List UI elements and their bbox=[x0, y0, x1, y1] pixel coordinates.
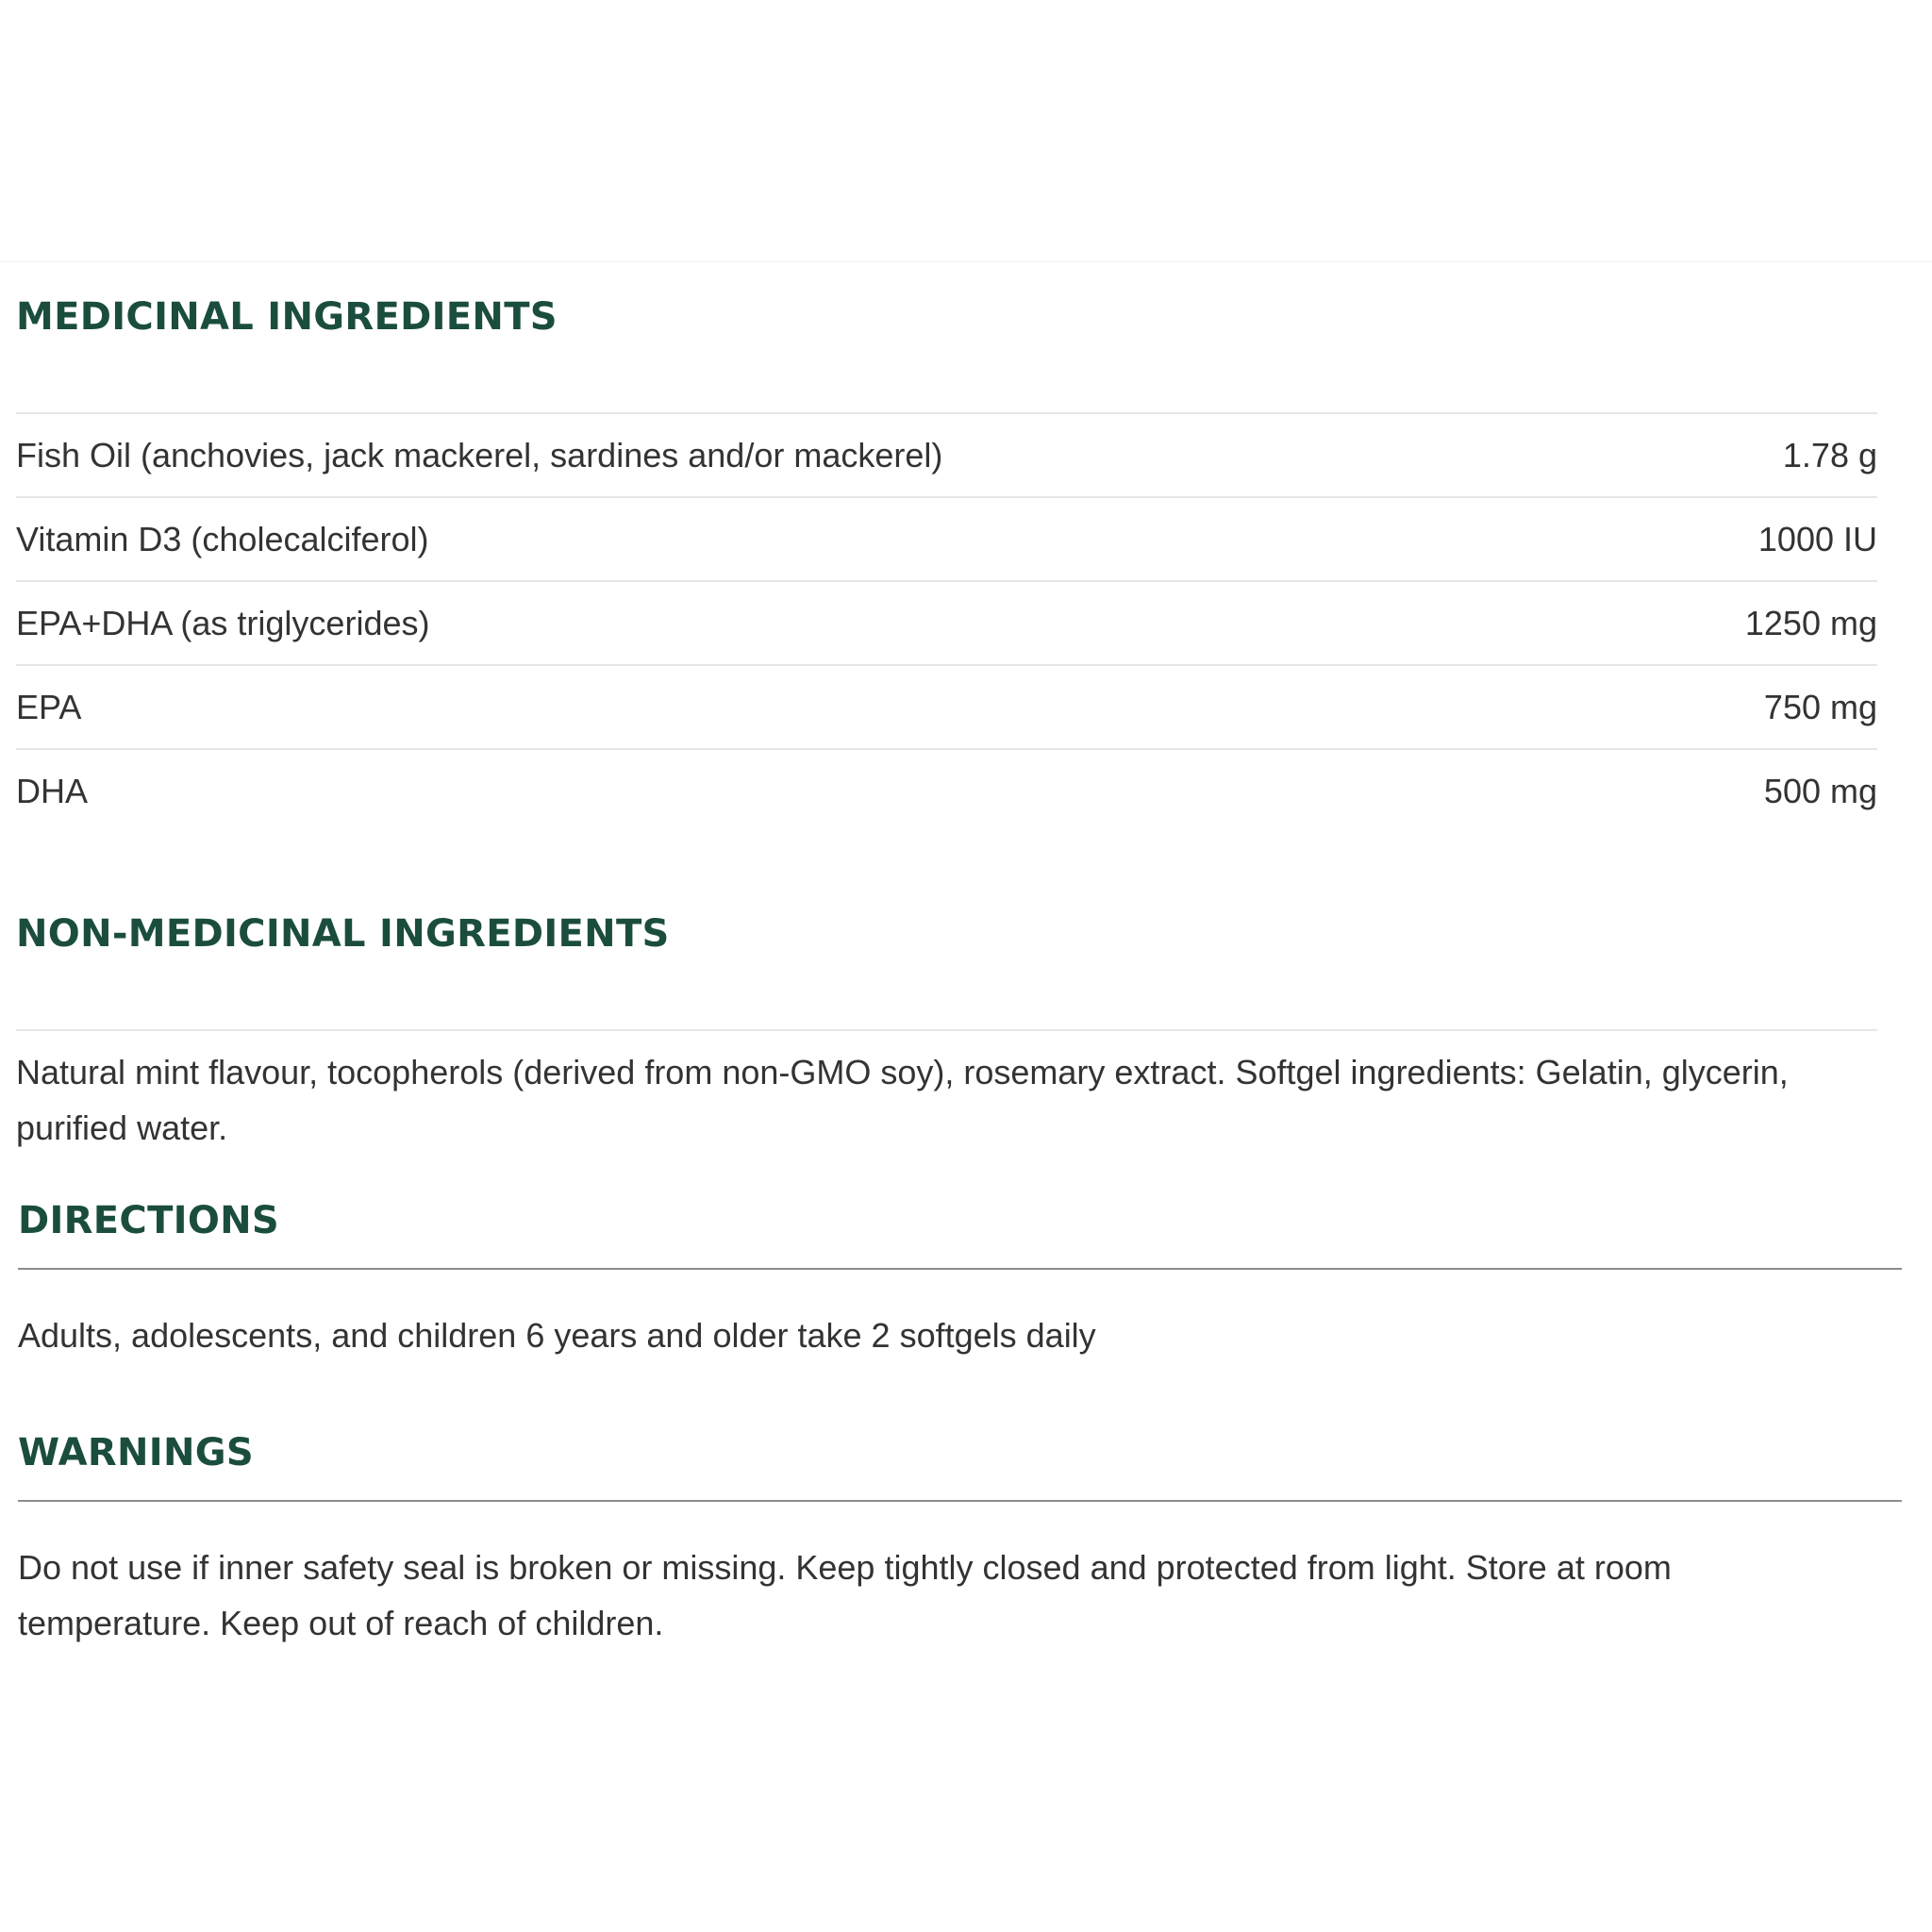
ingredient-name: Fish Oil (anchovies, jack mackerel, sardines and/or mackerel) bbox=[16, 436, 943, 475]
ingredient-amount: 1.78 g bbox=[1782, 436, 1877, 475]
warnings-heading: WARNINGS bbox=[18, 1431, 254, 1474]
ingredient-amount: 500 mg bbox=[1763, 772, 1877, 810]
ingredient-amount: 1000 IU bbox=[1757, 520, 1877, 558]
ingredient-row bbox=[16, 414, 1877, 498]
section-divider bbox=[18, 1268, 1902, 1270]
warnings-text: Do not use if inner safety seal is broken or missing. Keep tightly closed and protected from light. Store at room temperature. Keep out of reach of children. bbox=[18, 1548, 1672, 1642]
ingredient-row bbox=[16, 666, 1877, 750]
medicinal-ingredients-table bbox=[16, 412, 1877, 832]
ingredient-name: EPA bbox=[16, 688, 82, 726]
non-medicinal-ingredients-heading: NON-MEDICINAL INGREDIENTS bbox=[16, 912, 670, 956]
non-medicinal-ingredients-text: Natural mint flavour, tocopherols (derived from non-GMO soy), rosemary extract. Softgel ingredients: Gelatin, glycerin, purified water. bbox=[16, 1053, 1789, 1147]
ingredient-amount: 1250 mg bbox=[1744, 604, 1877, 642]
directions-text: Adults, adolescents, and children 6 years and older take 2 softgels daily bbox=[18, 1316, 1096, 1355]
ingredient-amount: 750 mg bbox=[1763, 688, 1877, 726]
ingredient-row bbox=[16, 582, 1877, 666]
ingredient-row bbox=[16, 750, 1877, 832]
directions-heading: DIRECTIONS bbox=[18, 1199, 280, 1242]
top-blank-area bbox=[0, 0, 1932, 262]
ingredient-name: EPA+DHA (as triglycerides) bbox=[16, 604, 430, 642]
ingredient-name: Vitamin D3 (cholecalciferol) bbox=[16, 520, 429, 558]
section-divider bbox=[18, 1500, 1902, 1502]
section-divider bbox=[16, 1029, 1877, 1031]
medicinal-ingredients-heading: MEDICINAL INGREDIENTS bbox=[16, 295, 558, 339]
ingredient-row bbox=[16, 498, 1877, 582]
ingredient-name: DHA bbox=[16, 772, 89, 810]
